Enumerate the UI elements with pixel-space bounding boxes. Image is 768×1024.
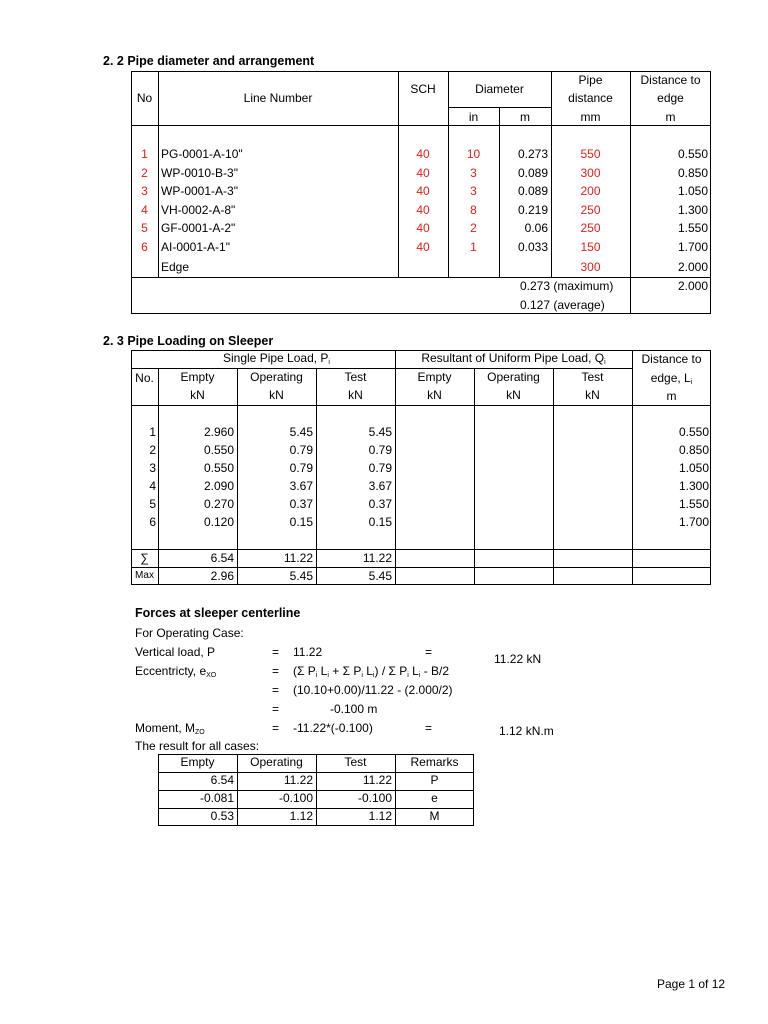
pipe-row-no: 5 — [141, 221, 148, 235]
hdr-edge-li: edge, $L_i$ — [650, 371, 693, 386]
hdr-edge: edge — [657, 91, 684, 105]
sum-label: ∑ — [140, 551, 149, 565]
pipe-row-sch: 40 — [416, 239, 430, 254]
load-hdr-unit-kn: kN — [190, 388, 205, 402]
load-row-operating: 5.45 — [289, 425, 313, 439]
pipe-row-diameter-m: 0.06 — [524, 221, 548, 235]
hdr-distance-to: Distance to — [640, 73, 701, 87]
load-row-empty: 0.120 — [203, 515, 234, 529]
load-hdr-operating-resultant: Operating — [487, 370, 540, 384]
hdr-dist-m-23: m — [666, 389, 677, 403]
result-row-operating: 11.22 — [283, 773, 313, 787]
pipe-row-sch: 40 — [416, 221, 430, 235]
result-row-test: 1.12 — [368, 809, 392, 823]
pipe-row-line-number: WP-0010-B-3" — [161, 165, 238, 180]
result-row-operating: -0.100 — [278, 791, 313, 805]
load-hdr-test-resultant: Test — [581, 370, 604, 384]
vl-equals: = — [272, 645, 280, 659]
pipe-row-diameter-m: 0.089 — [517, 165, 548, 180]
hdr-pipe: Pipe — [578, 73, 603, 87]
load-row-operating: 0.15 — [289, 515, 313, 529]
max-test: 5.45 — [368, 569, 392, 583]
load-row-no: 2 — [149, 443, 156, 457]
load-row-test: 0.79 — [368, 461, 392, 475]
pipe-row-sch: 40 — [416, 202, 430, 217]
hdr-line-number: Line Number — [243, 91, 313, 105]
pipe-row-pipe-distance: 550 — [580, 147, 601, 161]
mom-equals-2: = — [425, 721, 433, 735]
pipe-row-line-number: AI-0001-A-1" — [161, 239, 230, 254]
load-hdr-unit-kn: kN — [585, 388, 600, 402]
sum-test: 11.22 — [362, 551, 392, 565]
hdr-distance-to-23: Distance to — [641, 352, 702, 366]
pipe-row-distance-edge: 0.850 — [677, 165, 708, 180]
moment-label: Moment, $M_{ZO}$ — [135, 721, 205, 736]
pipe-row-pipe-distance: 200 — [580, 184, 601, 198]
mom-equals: = — [272, 721, 280, 735]
eccentricity-formula: (Σ $P_i$ $L_i + \Sigma$ $P_i$ $L_i$) / Σ $P_i$ $L_i - B/2$ — [293, 664, 450, 679]
sum-empty: 6.54 — [210, 551, 234, 565]
page-number: Page 1 of 12 — [657, 977, 726, 991]
pipe-row-distance-edge: 1.700 — [677, 239, 708, 254]
edge-label: Edge — [161, 260, 190, 274]
pipe-row-diameter-in: 3 — [470, 184, 477, 198]
pipe-row-diameter-in: 1 — [470, 239, 477, 254]
load-row-operating: 3.67 — [289, 479, 313, 493]
max-empty: 2.96 — [210, 569, 234, 583]
vertical-load-value: 11.22 — [293, 645, 323, 659]
hdr-m: m — [520, 110, 530, 124]
pipe-row-no: 3 — [141, 184, 148, 198]
pipe-row-sch: 40 — [416, 165, 430, 180]
vertical-load-label: Vertical load, P — [135, 645, 216, 659]
pipe-row-distance-edge: 1.300 — [677, 202, 708, 217]
load-row-empty: 0.550 — [203, 443, 234, 457]
eccentricity-substitution: (10.10+0.00)/11.22 - (2.000/2) — [293, 683, 453, 697]
ecc-equals-3: = — [272, 702, 280, 716]
pipe-row-pipe-distance: 150 — [580, 239, 601, 254]
pipe-row-line-number: VH-0002-A-8" — [161, 202, 236, 217]
pipe-row-diameter-in: 8 — [470, 202, 477, 217]
load-row-test: 0.15 — [368, 515, 392, 529]
pipe-row-sch: 40 — [416, 147, 430, 161]
pipe-row-line-number: GF-0001-A-2" — [161, 221, 236, 235]
ecc-equals-2: = — [272, 683, 280, 697]
max-operating: 5.45 — [289, 569, 313, 583]
hdr-dist-m: m — [665, 110, 676, 124]
forces-title: Forces at sleeper centerline — [135, 606, 301, 620]
load-row-empty: 2.090 — [203, 479, 234, 493]
load-hdr-operating-single: Operating — [250, 370, 303, 384]
eccentricity-label: Eccentricty, $e_{XO}$ — [135, 664, 217, 679]
load-hdr-unit-kn: kN — [269, 388, 284, 402]
pipe-row-diameter-m: 0.089 — [517, 184, 548, 198]
load-row-test: 5.45 — [368, 425, 392, 439]
result-row-empty: 6.54 — [210, 773, 234, 787]
load-row-distance: 0.850 — [678, 443, 709, 457]
pipe-row-no: 4 — [141, 202, 148, 217]
edge-distance: 2.000 — [677, 260, 708, 274]
hdr-distance: distance — [568, 91, 613, 105]
pipe-row-no: 6 — [141, 239, 148, 254]
load-hdr-empty-single: Empty — [180, 370, 215, 384]
load-hdr-empty-resultant: Empty — [417, 370, 452, 384]
res-hdr-remarks: Remarks — [410, 755, 459, 769]
load-row-empty: 2.960 — [203, 425, 234, 439]
section-23-title: 2. 3 Pipe Loading on Sleeper — [103, 334, 274, 348]
load-hdr-test-single: Test — [344, 370, 367, 384]
avg-diameter: 0.127 (average) — [520, 298, 605, 312]
load-row-test: 0.79 — [368, 443, 392, 457]
load-row-distance: 0.550 — [678, 425, 709, 439]
load-row-operating: 0.79 — [289, 443, 313, 457]
pipe-row-diameter-m: 0.219 — [517, 202, 548, 217]
res-hdr-test: Test — [344, 755, 367, 769]
load-row-distance: 1.700 — [678, 515, 709, 529]
section-22-title: 2. 2 Pipe diameter and arrangement — [103, 54, 315, 68]
load-row-distance: 1.050 — [678, 461, 709, 475]
edge-pipe-distance: 300 — [580, 260, 601, 274]
res-hdr-operating: Operating — [250, 755, 303, 769]
load-hdr-unit-kn: kN — [506, 388, 521, 402]
max-label: Max — [135, 570, 154, 581]
load-row-no: 6 — [149, 515, 156, 529]
load-row-operating: 0.37 — [289, 497, 313, 511]
load-row-no: 1 — [149, 425, 156, 439]
pipe-row-no: 2 — [141, 165, 148, 180]
pipe-row-distance-edge: 1.550 — [677, 221, 708, 235]
hdr-diameter: Diameter — [475, 82, 524, 96]
pipe-row-pipe-distance: 250 — [580, 221, 601, 235]
hdr-no-23: No. — [135, 371, 154, 385]
hdr-mm: mm — [580, 110, 601, 124]
load-row-distance: 1.550 — [678, 497, 709, 511]
pipe-row-pipe-distance: 250 — [580, 202, 601, 217]
result-row-test: -0.100 — [357, 791, 392, 805]
ecc-equals: = — [272, 664, 280, 678]
load-row-no: 4 — [149, 479, 156, 493]
result-row-test: 11.22 — [362, 773, 392, 787]
all-cases-label: The result for all cases: — [135, 739, 260, 753]
result-row-remark: P — [430, 773, 439, 787]
max-total: 2.000 — [677, 279, 708, 293]
load-hdr-unit-kn: kN — [427, 388, 442, 402]
pipe-row-diameter-in: 3 — [470, 165, 477, 180]
hdr-in: in — [468, 110, 479, 124]
res-hdr-empty: Empty — [180, 755, 215, 769]
load-row-no: 5 — [149, 497, 156, 511]
moment-formula: -11.22*(-0.100) — [293, 721, 373, 735]
pipe-row-line-number: PG-0001-A-10" — [161, 147, 243, 161]
pipe-row-diameter-m: 0.273 — [517, 147, 548, 161]
operating-case-label: For Operating Case: — [135, 626, 244, 640]
load-row-distance: 1.300 — [678, 479, 709, 493]
load-row-empty: 0.550 — [203, 461, 234, 475]
pipe-row-diameter-in: 2 — [470, 221, 477, 235]
load-row-empty: 0.270 — [203, 497, 234, 511]
result-row-operating: 1.12 — [289, 809, 313, 823]
pipe-row-distance-edge: 0.550 — [677, 147, 708, 161]
load-row-test: 3.67 — [368, 479, 392, 493]
hdr-sch: SCH — [410, 82, 436, 96]
load-row-no: 3 — [149, 461, 156, 475]
vl-equals-2: = — [425, 645, 433, 659]
result-row-remark: e — [431, 791, 438, 805]
hdr-no: No — [136, 91, 153, 105]
max-diameter: 0.273 (maximum) — [520, 279, 614, 293]
result-row-empty: -0.081 — [199, 791, 234, 805]
sum-operating: 11.22 — [283, 551, 313, 565]
pipe-row-no: 1 — [141, 147, 148, 161]
pipe-row-line-number: WP-0001-A-3" — [161, 184, 238, 198]
load-row-test: 0.37 — [368, 497, 392, 511]
eccentricity-result: -0.100 m — [330, 702, 378, 716]
moment-result: 1.12 kN.m — [499, 724, 554, 738]
hdr-resultant-load: Resultant of Uniform Pipe Load, $Q_i$ — [421, 351, 606, 366]
load-hdr-unit-kn: kN — [348, 388, 363, 402]
result-row-remark: M — [429, 809, 440, 823]
pipe-row-diameter-in: 10 — [466, 147, 481, 161]
pipe-row-diameter-m: 0.033 — [517, 239, 548, 254]
load-row-operating: 0.79 — [289, 461, 313, 475]
hdr-single-load: Single Pipe Load, $P_i$ — [223, 351, 330, 366]
vertical-load-result: 11.22 kN — [494, 652, 542, 666]
pipe-row-sch: 40 — [416, 184, 430, 198]
result-row-empty: 0.53 — [210, 809, 234, 823]
pipe-row-pipe-distance: 300 — [580, 165, 601, 180]
pipe-row-distance-edge: 1.050 — [677, 184, 708, 198]
